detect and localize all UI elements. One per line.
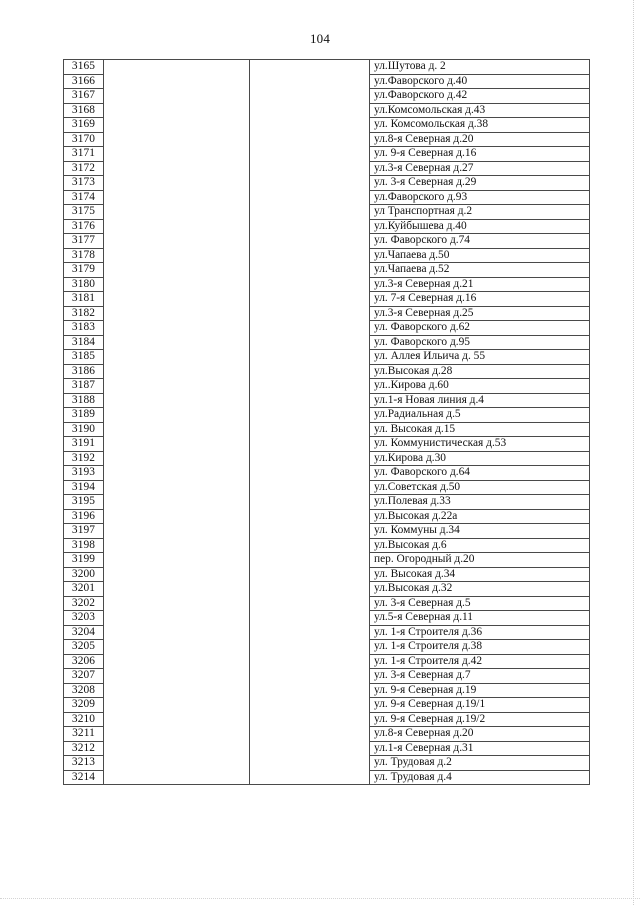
row-number-cell: 3173 — [64, 176, 104, 191]
empty-cell — [250, 553, 370, 568]
row-number-cell: 3208 — [64, 683, 104, 698]
row-number-cell: 3198 — [64, 538, 104, 553]
table-row — [64, 161, 590, 176]
table-row — [64, 379, 590, 394]
table-row — [64, 756, 590, 771]
empty-cell — [104, 161, 250, 176]
table-row — [64, 263, 590, 278]
empty-cell — [250, 321, 370, 336]
empty-cell — [104, 74, 250, 89]
row-number-cell: 3199 — [64, 553, 104, 568]
empty-cell — [104, 509, 250, 524]
address-cell: ул. Высокая д.34 — [370, 567, 590, 582]
empty-cell — [250, 582, 370, 597]
address-cell: ул.Советская д.50 — [370, 480, 590, 495]
table-row — [64, 654, 590, 669]
address-cell: ул.Радиальная д.5 — [370, 408, 590, 423]
empty-cell — [250, 190, 370, 205]
address-cell: ул. Трудовая д.2 — [370, 756, 590, 771]
empty-cell — [104, 89, 250, 104]
row-number-cell: 3184 — [64, 335, 104, 350]
empty-cell — [104, 103, 250, 118]
empty-cell — [104, 248, 250, 263]
address-cell: ул.Шутова д. 2 — [370, 60, 590, 75]
empty-cell — [250, 364, 370, 379]
table-row — [64, 205, 590, 220]
row-number-cell: 3210 — [64, 712, 104, 727]
row-number-cell: 3178 — [64, 248, 104, 263]
table-row — [64, 611, 590, 626]
empty-cell — [104, 190, 250, 205]
empty-cell — [104, 335, 250, 350]
row-number-cell: 3190 — [64, 422, 104, 437]
empty-cell — [250, 698, 370, 713]
address-cell: ул. Коммуны д.34 — [370, 524, 590, 539]
empty-cell — [104, 379, 250, 394]
empty-cell — [250, 524, 370, 539]
empty-cell — [104, 176, 250, 191]
row-number-cell: 3176 — [64, 219, 104, 234]
address-cell: ул. 1-я Строителя д.36 — [370, 625, 590, 640]
empty-cell — [104, 640, 250, 655]
row-number-cell: 3174 — [64, 190, 104, 205]
address-cell: ул.8-я Северная д.20 — [370, 727, 590, 742]
empty-cell — [104, 132, 250, 147]
address-cell: ул.Куйбышева д.40 — [370, 219, 590, 234]
empty-cell — [250, 538, 370, 553]
empty-cell — [104, 698, 250, 713]
table-row — [64, 495, 590, 510]
address-cell: ул.1-я Северная д.31 — [370, 741, 590, 756]
empty-cell — [104, 364, 250, 379]
address-cell: ул.Высокая д.28 — [370, 364, 590, 379]
empty-cell — [104, 306, 250, 321]
address-cell: ул.Фаворского д.42 — [370, 89, 590, 104]
empty-cell — [250, 379, 370, 394]
table-row — [64, 248, 590, 263]
table-row — [64, 451, 590, 466]
table-row — [64, 147, 590, 162]
empty-cell — [250, 60, 370, 75]
empty-cell — [250, 611, 370, 626]
table-row — [64, 466, 590, 481]
empty-cell — [104, 712, 250, 727]
empty-cell — [250, 770, 370, 785]
empty-cell — [104, 350, 250, 365]
table-row — [64, 306, 590, 321]
empty-cell — [104, 60, 250, 75]
empty-cell — [250, 161, 370, 176]
address-cell: ул Транспортная д.2 — [370, 205, 590, 220]
row-number-cell: 3214 — [64, 770, 104, 785]
table-row — [64, 74, 590, 89]
row-number-cell: 3186 — [64, 364, 104, 379]
empty-cell — [250, 393, 370, 408]
row-number-cell: 3204 — [64, 625, 104, 640]
row-number-cell: 3195 — [64, 495, 104, 510]
address-cell: ул. Высокая д.15 — [370, 422, 590, 437]
empty-cell — [104, 770, 250, 785]
empty-cell — [104, 727, 250, 742]
table-row — [64, 524, 590, 539]
empty-cell — [104, 277, 250, 292]
table-row — [64, 190, 590, 205]
row-number-cell: 3170 — [64, 132, 104, 147]
address-cell: ул.3-я Северная д.21 — [370, 277, 590, 292]
table-row — [64, 118, 590, 133]
page-number: 104 — [309, 31, 331, 46]
empty-cell — [104, 219, 250, 234]
row-number-cell: 3177 — [64, 234, 104, 249]
table-row — [64, 741, 590, 756]
empty-cell — [250, 335, 370, 350]
empty-cell — [104, 582, 250, 597]
row-number-cell: 3172 — [64, 161, 104, 176]
table-row — [64, 176, 590, 191]
row-number-cell: 3167 — [64, 89, 104, 104]
table-row — [64, 698, 590, 713]
empty-cell — [104, 524, 250, 539]
table-row — [64, 364, 590, 379]
empty-cell — [250, 248, 370, 263]
address-cell: ул. Фаворского д.74 — [370, 234, 590, 249]
table-row — [64, 350, 590, 365]
empty-cell — [250, 451, 370, 466]
row-number-cell: 3179 — [64, 263, 104, 278]
address-cell: ул. Коммунистическая д.53 — [370, 437, 590, 452]
row-number-cell: 3203 — [64, 611, 104, 626]
address-cell: ул.Фаворского д.93 — [370, 190, 590, 205]
empty-cell — [104, 234, 250, 249]
row-number-cell: 3200 — [64, 567, 104, 582]
row-number-cell: 3213 — [64, 756, 104, 771]
address-cell: ул.Комсомольская д.43 — [370, 103, 590, 118]
address-cell: ул.8-я Северная д.20 — [370, 132, 590, 147]
table-row — [64, 234, 590, 249]
row-number-cell: 3188 — [64, 393, 104, 408]
table-row — [64, 727, 590, 742]
empty-cell — [250, 205, 370, 220]
address-cell: ул. Фаворского д.95 — [370, 335, 590, 350]
empty-cell — [104, 596, 250, 611]
empty-cell — [104, 741, 250, 756]
table-row — [64, 292, 590, 307]
address-cell: ул.3-я Северная д.27 — [370, 161, 590, 176]
empty-cell — [104, 538, 250, 553]
empty-cell — [250, 132, 370, 147]
empty-cell — [250, 712, 370, 727]
table-row — [64, 509, 590, 524]
empty-cell — [250, 118, 370, 133]
empty-cell — [250, 292, 370, 307]
empty-cell — [250, 495, 370, 510]
empty-cell — [250, 306, 370, 321]
empty-cell — [104, 495, 250, 510]
row-number-cell: 3193 — [64, 466, 104, 481]
empty-cell — [250, 683, 370, 698]
empty-cell — [250, 567, 370, 582]
row-number-cell: 3189 — [64, 408, 104, 423]
address-cell: ул. 1-я Строителя д.38 — [370, 640, 590, 655]
empty-cell — [250, 654, 370, 669]
row-number-cell: 3205 — [64, 640, 104, 655]
address-cell: ул. 9-я Северная д.19/2 — [370, 712, 590, 727]
table-row — [64, 640, 590, 655]
table-row — [64, 712, 590, 727]
empty-cell — [250, 263, 370, 278]
address-cell: ул. Трудовая д.4 — [370, 770, 590, 785]
empty-cell — [104, 292, 250, 307]
row-number-cell: 3175 — [64, 205, 104, 220]
row-number-cell: 3209 — [64, 698, 104, 713]
row-number-cell: 3206 — [64, 654, 104, 669]
empty-cell — [104, 393, 250, 408]
empty-cell — [250, 625, 370, 640]
address-cell: ул. 3-я Северная д.5 — [370, 596, 590, 611]
empty-cell — [250, 89, 370, 104]
address-cell: ул..Кирова д.60 — [370, 379, 590, 394]
empty-cell — [104, 756, 250, 771]
table-row — [64, 132, 590, 147]
table-row — [64, 625, 590, 640]
empty-cell — [104, 321, 250, 336]
row-number-cell: 3194 — [64, 480, 104, 495]
address-cell: ул. 9-я Северная д.16 — [370, 147, 590, 162]
table-row — [64, 770, 590, 785]
row-number-cell: 3202 — [64, 596, 104, 611]
address-cell: ул. 9-я Северная д.19/1 — [370, 698, 590, 713]
empty-cell — [104, 263, 250, 278]
table-row — [64, 669, 590, 684]
empty-cell — [104, 451, 250, 466]
address-cell: ул. Комсомольская д.38 — [370, 118, 590, 133]
row-number-cell: 3182 — [64, 306, 104, 321]
empty-cell — [104, 422, 250, 437]
empty-cell — [104, 611, 250, 626]
address-cell: пер. Огородный д.20 — [370, 553, 590, 568]
address-cell: ул.Фаворского д.40 — [370, 74, 590, 89]
empty-cell — [250, 741, 370, 756]
row-number-cell: 3168 — [64, 103, 104, 118]
row-number-cell: 3196 — [64, 509, 104, 524]
empty-cell — [104, 205, 250, 220]
row-number-cell: 3187 — [64, 379, 104, 394]
table-row — [64, 335, 590, 350]
address-cell: ул.Высокая д.22а — [370, 509, 590, 524]
empty-cell — [104, 118, 250, 133]
table-row — [64, 683, 590, 698]
empty-cell — [250, 408, 370, 423]
row-number-cell: 3212 — [64, 741, 104, 756]
table-row — [64, 60, 590, 75]
empty-cell — [250, 466, 370, 481]
address-cell: ул. 3-я Северная д.29 — [370, 176, 590, 191]
empty-cell — [104, 553, 250, 568]
empty-cell — [250, 176, 370, 191]
empty-cell — [104, 669, 250, 684]
empty-cell — [104, 437, 250, 452]
empty-cell — [250, 74, 370, 89]
row-number-cell: 3183 — [64, 321, 104, 336]
empty-cell — [250, 669, 370, 684]
address-cell: ул. Аллея Ильича д. 55 — [370, 350, 590, 365]
table-row — [64, 219, 590, 234]
row-number-cell: 3211 — [64, 727, 104, 742]
table-row — [64, 277, 590, 292]
registry-body — [64, 60, 590, 785]
table-row — [64, 596, 590, 611]
table-row — [64, 89, 590, 104]
address-registry-table — [63, 59, 590, 785]
address-cell: ул.Чапаева д.52 — [370, 263, 590, 278]
row-number-cell: 3169 — [64, 118, 104, 133]
table-row — [64, 321, 590, 336]
row-number-cell: 3191 — [64, 437, 104, 452]
row-number-cell: 3207 — [64, 669, 104, 684]
address-cell: ул. 3-я Северная д.7 — [370, 669, 590, 684]
empty-cell — [104, 625, 250, 640]
address-cell: ул.1-я Новая линия д.4 — [370, 393, 590, 408]
row-number-cell: 3171 — [64, 147, 104, 162]
empty-cell — [104, 567, 250, 582]
address-cell: ул.Высокая д.32 — [370, 582, 590, 597]
empty-cell — [104, 480, 250, 495]
row-number-cell: 3165 — [64, 60, 104, 75]
row-number-cell: 3192 — [64, 451, 104, 466]
address-cell: ул.Чапаева д.50 — [370, 248, 590, 263]
empty-cell — [250, 350, 370, 365]
address-cell: ул.5-я Северная д.11 — [370, 611, 590, 626]
address-cell: ул. 1-я Строителя д.42 — [370, 654, 590, 669]
table-row — [64, 553, 590, 568]
address-cell: ул.Высокая д.6 — [370, 538, 590, 553]
table-row — [64, 408, 590, 423]
row-number-cell: 3201 — [64, 582, 104, 597]
empty-cell — [250, 596, 370, 611]
table-row — [64, 567, 590, 582]
empty-cell — [104, 654, 250, 669]
table-row — [64, 393, 590, 408]
table-row — [64, 582, 590, 597]
empty-cell — [250, 219, 370, 234]
row-number-cell: 3180 — [64, 277, 104, 292]
table-row — [64, 103, 590, 118]
empty-cell — [250, 437, 370, 452]
row-number-cell: 3181 — [64, 292, 104, 307]
row-number-cell: 3185 — [64, 350, 104, 365]
table-row — [64, 422, 590, 437]
address-cell: ул.Кирова д.30 — [370, 451, 590, 466]
empty-cell — [250, 756, 370, 771]
row-number-cell: 3197 — [64, 524, 104, 539]
empty-cell — [250, 422, 370, 437]
scan-edge-right — [632, 0, 634, 905]
empty-cell — [250, 480, 370, 495]
empty-cell — [104, 147, 250, 162]
address-cell: ул. 9-я Северная д.19 — [370, 683, 590, 698]
empty-cell — [250, 103, 370, 118]
empty-cell — [250, 234, 370, 249]
address-cell: ул. 7-я Северная д.16 — [370, 292, 590, 307]
empty-cell — [250, 640, 370, 655]
table-row — [64, 437, 590, 452]
address-cell: ул.Полевая д.33 — [370, 495, 590, 510]
table-row — [64, 538, 590, 553]
empty-cell — [250, 147, 370, 162]
empty-cell — [250, 509, 370, 524]
address-cell: ул. Фаворского д.62 — [370, 321, 590, 336]
address-cell: ул.3-я Северная д.25 — [370, 306, 590, 321]
address-cell: ул. Фаворского д.64 — [370, 466, 590, 481]
row-number-cell: 3166 — [64, 74, 104, 89]
empty-cell — [250, 277, 370, 292]
empty-cell — [104, 466, 250, 481]
empty-cell — [104, 683, 250, 698]
scan-edge-bottom — [0, 897, 640, 899]
empty-cell — [104, 408, 250, 423]
table-row — [64, 480, 590, 495]
empty-cell — [250, 727, 370, 742]
